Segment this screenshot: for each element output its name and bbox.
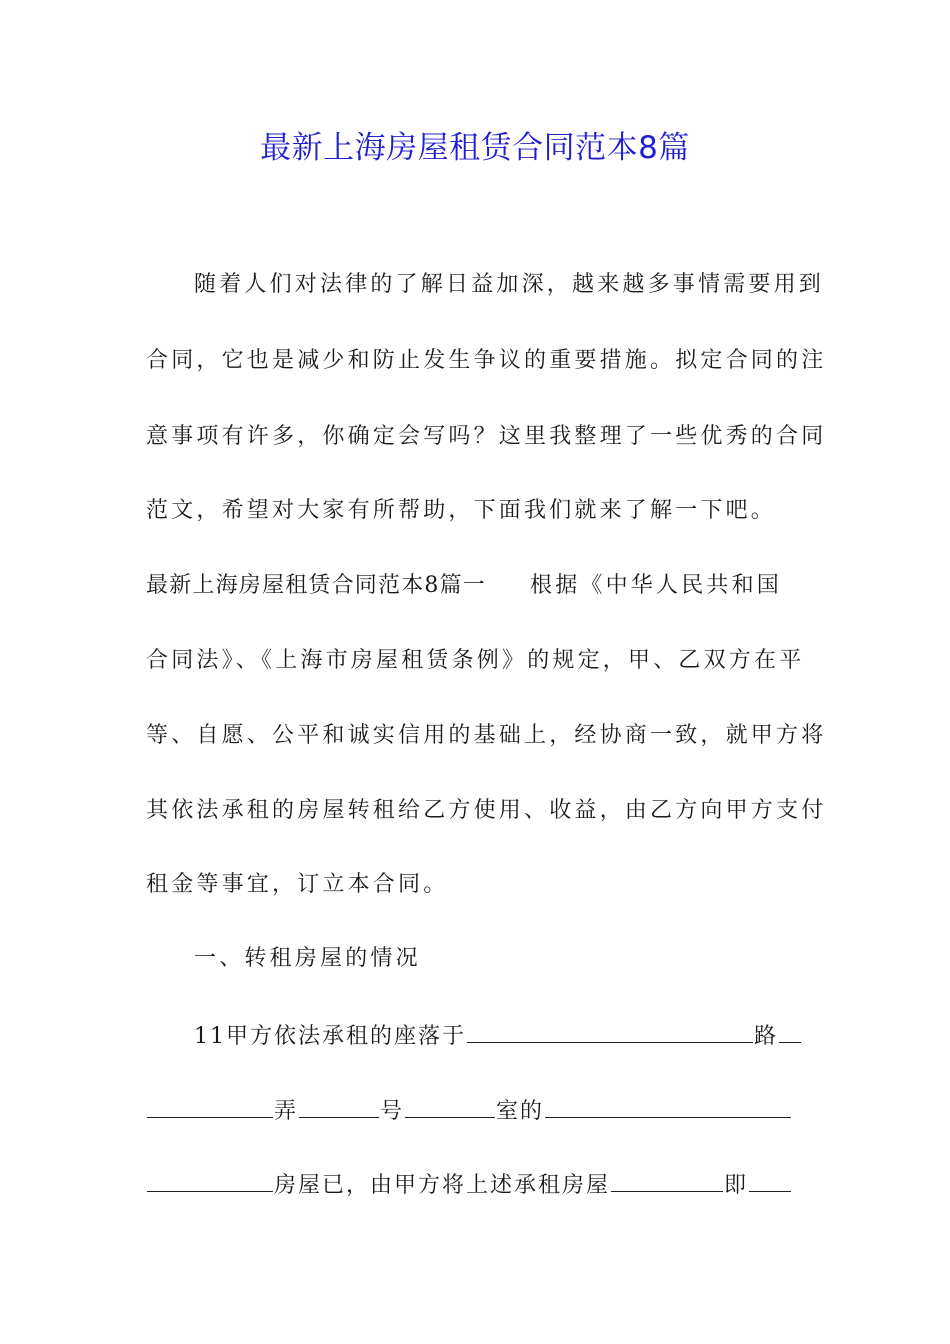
clause-1-house: 房屋已，由甲方将上述承租房屋	[274, 1173, 611, 1198]
clause-1-ji: 即	[724, 1173, 749, 1198]
document-title: 最新上海房屋租赁合同范本8篇	[260, 130, 690, 166]
clause-1-line-2	[146, 1095, 806, 1127]
body-line-3: 等、自愿、公平和诚实信用的基础上，经协商一致，就甲方将	[146, 723, 827, 748]
clause-1-room: 室的	[496, 1099, 545, 1124]
clause-1-lead: 11甲方依法承租的座落于	[194, 1024, 466, 1049]
clause-1-line-3	[146, 1169, 806, 1201]
blank-room	[545, 1095, 791, 1118]
body-line-1: 根据《中华人民共和国	[530, 573, 783, 598]
intro-line-2: 合同，它也是减少和防止发生争议的重要措施。拟定合同的注	[146, 348, 827, 373]
blank-address	[467, 1020, 753, 1043]
blank-ji	[749, 1169, 791, 1192]
body-line-5: 租金等事宜，订立本合同。	[146, 872, 449, 897]
clause-heading: 一、转租房屋的情况	[194, 946, 421, 971]
intro-line-3: 意事项有许多，你确定会写吗？这里我整理了一些优秀的合同	[146, 424, 827, 449]
blank-lane	[299, 1095, 379, 1118]
clause-1-line-1	[194, 1020, 806, 1052]
body-line-2: 合同法》、《上海市房屋租赁条例》的规定，甲、乙双方在平	[146, 648, 805, 673]
clause-1-number: 号	[380, 1099, 405, 1124]
blank-road-tail	[779, 1020, 801, 1043]
blank-road	[147, 1095, 273, 1118]
section-heading: 最新上海房屋租赁合同范本8篇一	[146, 573, 486, 598]
blank-house	[611, 1169, 723, 1192]
blank-house-type	[147, 1169, 273, 1192]
clause-1-lane: 弄	[274, 1099, 299, 1124]
section-heading-line	[146, 571, 806, 601]
blank-number	[405, 1095, 495, 1118]
intro-line-4: 范文，希望对大家有所帮助，下面我们就来了解一下吧。	[146, 498, 777, 523]
clause-1-road: 路	[754, 1024, 779, 1049]
body-line-4: 其依法承租的房屋转租给乙方使用、收益，由乙方向甲方支付	[146, 798, 827, 823]
intro-line-1: 随着人们对法律的了解日益加深，越来越多事情需要用到	[194, 272, 825, 297]
